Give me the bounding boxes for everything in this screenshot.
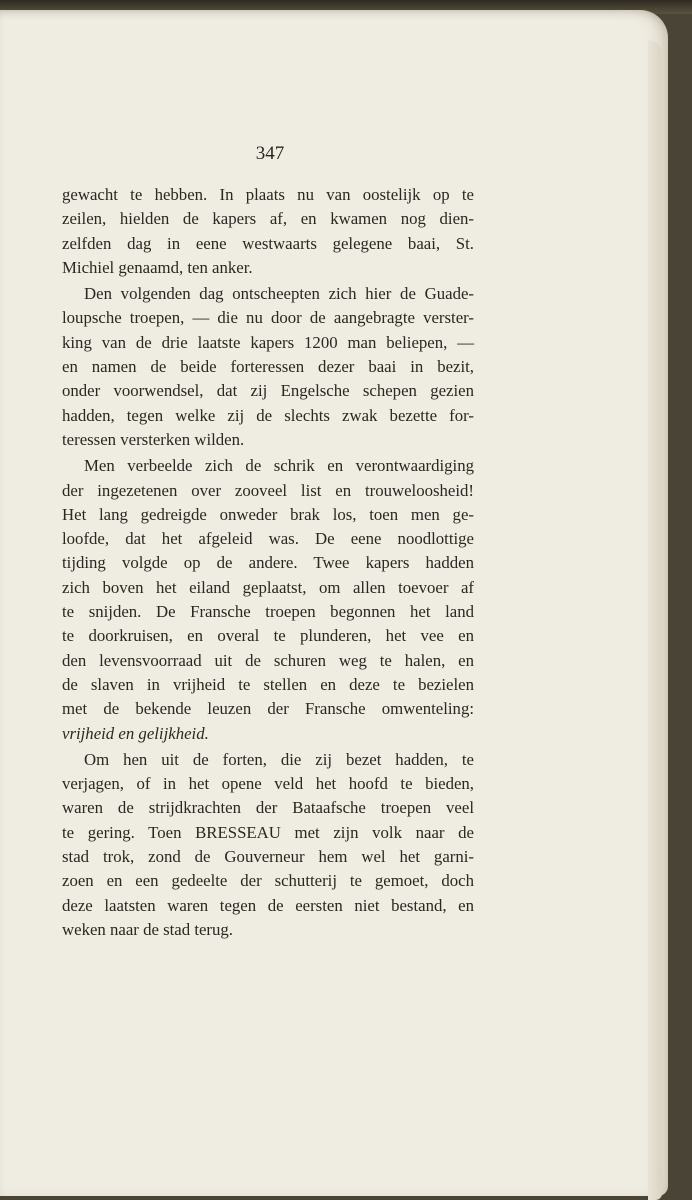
text-line: Michiel genaamd, ten anker. — [62, 257, 253, 277]
text-line: zelfden dag in eene westwaarts gelegene baai, St. — [62, 233, 474, 253]
text-line: teressen versterken wilden. — [62, 429, 245, 449]
text-line: king van de drie laatste kapers 1200 man beliepen, — — [62, 332, 474, 352]
text-line: Om hen uit de forten, die zij bezet hadden, te — [84, 749, 474, 769]
text-line: onder voorwendsel, dat zij Engelsche schepen gezien — [62, 381, 474, 401]
text-line-italic: vrijheid en gelijkheid. — [62, 723, 209, 743]
text-line: verjagen, of in het opene veld het hoofd te bieden, — [62, 774, 474, 794]
text-line: hadden, tegen welke zij de slechts zwak bezette for- — [62, 405, 474, 425]
page-edge — [648, 40, 662, 1200]
text-line: deze laatsten waren tegen de eersten niet bestand, en — [62, 895, 474, 915]
page-number: 347 — [255, 143, 285, 164]
text-line: loupsche troepen, — die nu door de aangebragte verster- — [62, 308, 474, 328]
text-line: zeilen, hielden de kapers af, en kwamen nog dien- — [62, 209, 474, 229]
text-line: de slaven in vrijheid te stellen en deze te bezielen — [62, 674, 474, 694]
text-line: gewacht te hebben. In plaats nu van oostelijk op te — [62, 185, 474, 204]
text-line: waren de strijdkrachten der Bataafsche troepen veel — [62, 798, 474, 818]
text-line: stad trok, zond de Gouverneur hem wel het garni- — [62, 847, 474, 867]
paragraph-1 — [62, 183, 474, 280]
text-line: zoen en een gedeelte der schutterij te gemoet, doch — [62, 871, 474, 891]
text-line: Den volgenden dag ontscheepten zich hier de Guade- — [84, 284, 474, 304]
text-line: te gering. Toen BRESSEAU met zijn volk naar de — [62, 822, 474, 842]
text-line: weken naar de stad terug. — [62, 919, 233, 939]
text-line: tijding volgde op de andere. Twee kapers hadden — [62, 553, 474, 573]
text-line: te doorkruisen, en overal te plunderen, het vee en — [62, 626, 474, 646]
paragraph-2 — [62, 282, 474, 452]
paragraph-3 — [62, 454, 474, 746]
text-line: en namen de beide forteressen dezer baai in bezit, — [62, 357, 474, 377]
body-text — [62, 183, 474, 942]
text-line: Het lang gedreigde onweder brak los, toen men ge- — [62, 504, 474, 524]
text-line: te snijden. De Fransche troepen begonnen het land — [62, 602, 474, 622]
text-line: zich boven het eiland geplaatst, om allen toevoer af — [62, 577, 474, 597]
text-line: loofde, dat het afgeleid was. De eene noodlottige — [62, 529, 474, 549]
text-line: Men verbeelde zich de schrik en verontwaardiging — [84, 456, 474, 476]
paragraph-4 — [62, 748, 474, 942]
text-line: der ingezetenen over zooveel list en trouweloosheid! — [62, 480, 474, 500]
text-line: met de bekende leuzen der Fransche omwenteling: — [62, 699, 474, 719]
text-line: den levensvoorraad uit de schuren weg te halen, en — [62, 650, 474, 670]
